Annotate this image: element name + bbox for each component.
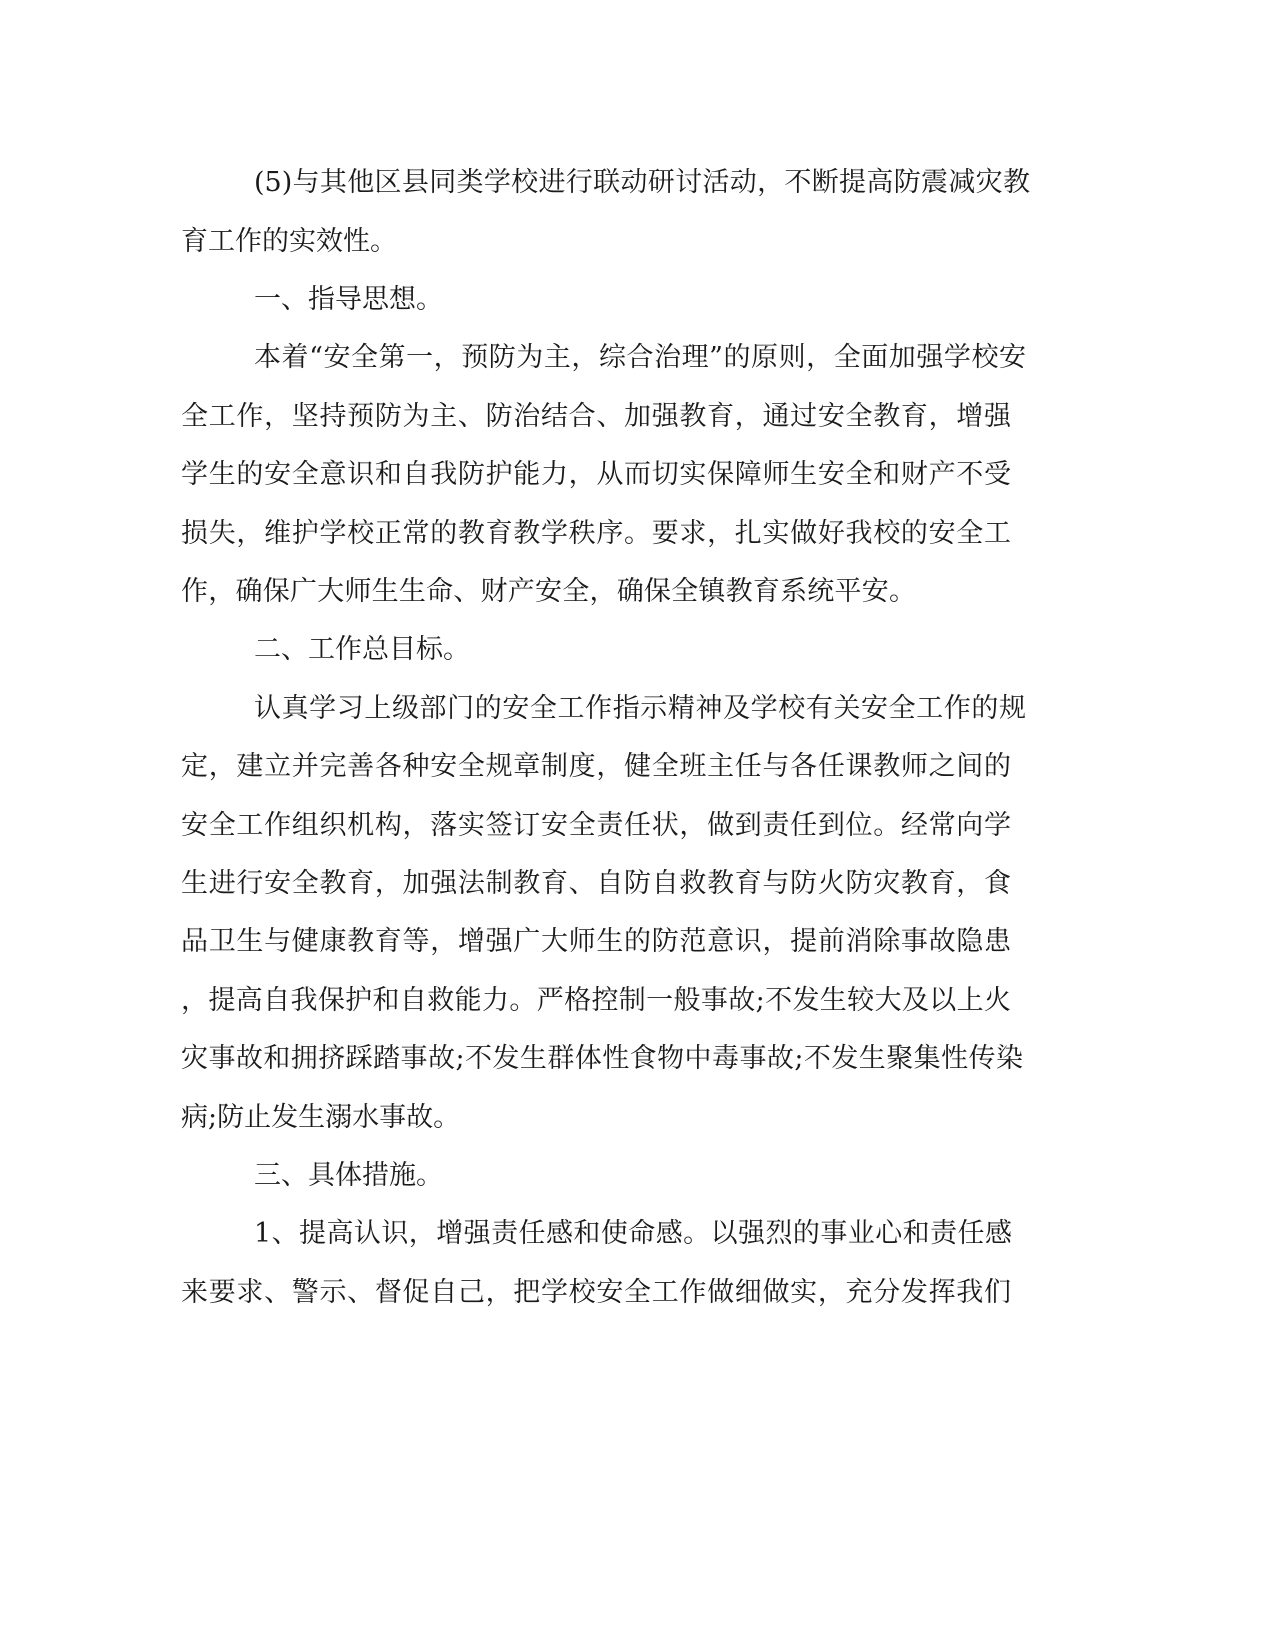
text-line: 学生的安全意识和自我防护能力，从而切实保障师生安全和财产不受 bbox=[181, 459, 1011, 490]
section-heading: 三、具体措施。 bbox=[254, 1160, 443, 1191]
text-line: 安全工作组织机构，落实签订安全责任状，做到责任到位。经常向学 bbox=[181, 810, 1011, 841]
text-line: 1、提高认识，增强责任感和使命感。以强烈的事业心和责任感 bbox=[254, 1218, 1012, 1249]
text-line: 本着“安全第一，预防为主，综合治理”的原则，全面加强学校安 bbox=[254, 342, 1026, 373]
text-line: 作，确保广大师生生命、财产安全，确保全镇教育系统平安。 bbox=[181, 576, 916, 607]
text-line: 认真学习上级部门的安全工作指示精神及学校有关安全工作的规 bbox=[254, 693, 1026, 724]
text-line: 品卫生与健康教育等，增强广大师生的防范意识，提前消除事故隐患 bbox=[181, 926, 1011, 957]
text-line: 来要求、警示、督促自己，把学校安全工作做细做实，充分发挥我们 bbox=[181, 1277, 1011, 1308]
section-heading: 二、工作总目标。 bbox=[254, 634, 470, 665]
text-line: 灾事故和拥挤踩踏事故;不发生群体性食物中毒事故;不发生聚集性传染 bbox=[181, 1043, 1023, 1074]
text-line: ，提高自我保护和自救能力。严格控制一般事故;不发生较大及以上火 bbox=[181, 985, 1011, 1016]
text-line: 定，建立并完善各种安全规章制度，健全班主任与各任课教师之间的 bbox=[181, 751, 1011, 782]
text-line: 病;防止发生溺水事故。 bbox=[181, 1102, 461, 1133]
text-line: (5)与其他区县同类学校进行联动研讨活动，不断提高防震减灾教 bbox=[254, 167, 1030, 198]
section-heading: 一、指导思想。 bbox=[254, 284, 443, 315]
text-line: 全工作，坚持预防为主、防治结合、加强教育，通过安全教育，增强 bbox=[181, 401, 1011, 432]
text-line: 生进行安全教育，加强法制教育、自防自救教育与防火防灾教育，食 bbox=[181, 868, 1011, 899]
text-line: 损失，维护学校正常的教育教学秩序。要求，扎实做好我校的安全工 bbox=[181, 518, 1011, 549]
text-line: 育工作的实效性。 bbox=[181, 226, 397, 257]
